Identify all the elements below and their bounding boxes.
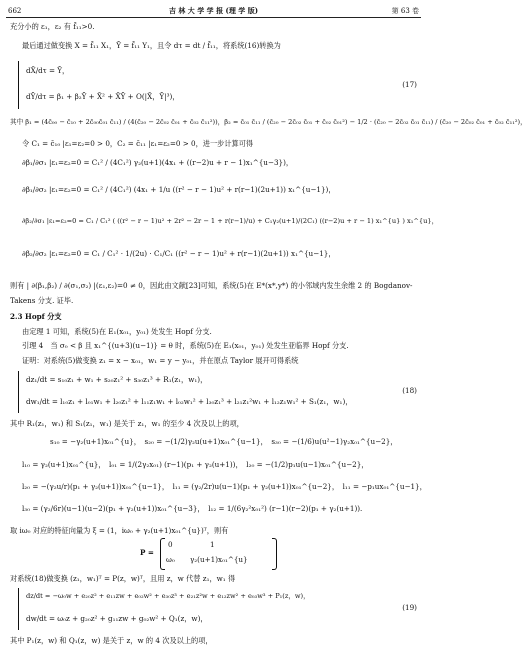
matrix-label: P = <box>140 548 154 557</box>
equation-number: (19) <box>402 603 417 612</box>
running-header <box>6 7 421 18</box>
text-line: 对系统(18)做变换 (z₁，w₁)ᵀ = P(z，w)ᵀ，且用 z，w 代替 z₁，w₁ 得 <box>10 574 236 583</box>
matrix-cell: γ₂(u+1)x₀₁^{u} <box>190 555 248 564</box>
equation-line: ∂β₂/∂σ₂ |ε₁=ε₂=0 = C₁ / C₁² · 1/(2u) · C₁/C₁ ((r² − r − 1)u² + r(r−1)(2u+1)) x₁^{u−1}， <box>22 249 336 258</box>
matrix-cell: 0 <box>168 540 173 549</box>
matrix-cell: ω₀ <box>166 555 175 564</box>
equation-line: dX̄/dτ = Ȳ， <box>26 66 70 75</box>
equation-number: (17) <box>402 80 417 89</box>
coefficient-line: s₁₀ = −γ₂(u+1)x₀₁^{u}， s₂₀ = −(1/2)γ₂u(u+1)x₀₁^{u−1}， s₃₀ = −(1/6)u(u²−1)γ₂x₀₁^{u−2}， <box>50 437 398 446</box>
equation-line: ∂β₁/∂σ₂ |ε₁=ε₂=0 = C₁² / (4C₁²) (4x₁ + 1/u ((r² − r − 1)u² + r(r−1)(2u+1)) x₁^{u−1})， <box>22 185 336 194</box>
text-line: 充分小的 ε₁，ε₂ 有 f̄₁₁>0. <box>10 22 95 31</box>
page-number: 662 <box>8 7 22 15</box>
text-line: Takens 分支. 证毕. <box>10 296 74 305</box>
matrix-cell: 1 <box>210 540 215 549</box>
text-line: 令 C₁ = c̄₁₀ |ε₁=ε₂=0 > 0，C₂ = c̄₁₁ |ε₁=ε₂=0 > 0，进一步计算可得 <box>22 139 254 148</box>
text-line: 证明：对系统(5)做变换 z₁ = x − x₀₁，w₁ = y − y₀₁，并在原点 Taylor 展开可得系统 <box>22 356 299 365</box>
coefficient-line: l₂₀ = −(γ₂u/r)(p₁ + γ₂(u+1))x₀₁^{u−1}， l₁₁ = (γ₂/2r)u(u−1)(p₁ + γ₂(u+1))x₀₁^{u−2}， l₁₁ = −p₁ux₀₁^{u−1}， <box>22 482 427 491</box>
text-line: 取 iω₀ 对应的特征向量为 ξ = (1，iω₀ + γ₂(u+1)x₀₁^{u})ᵀ，则有 <box>10 526 229 535</box>
equation-line: dw/dt = ω₀z + g₂₀z² + g₁₁zw + g₀₂w² + Q₁(z，w)， <box>26 614 208 623</box>
equation-line: dz/dt = −ω₀w + e₂₀z² + e₁₁zw + e₀₂w² + e₃₀z³ + e₂₁z²w + e₁₂zw² + e₀₃w³ + P₁(z，w)， <box>26 592 310 600</box>
equation-line: ∂β₂/∂σ₁ |ε₁=ε₂=0 = C₁ / C₁² ( ((r² − r − 1)u² + 2r² − 2r − 1 + r(r−1)/u) + C₁γ₂(u+1)/(2C₁) ((r−2)u + r − 1) x₁^{u} ) x₁^{u}， <box>22 217 439 225</box>
text-line: 最后通过做变换 X = f̄₁₁ X₁，Ȳ = f̄₁₁ Y₁，且令 dτ = dt / f̄₁₁，将系统(16)转换为 <box>22 41 281 50</box>
matrix-left-paren <box>160 538 165 570</box>
section-heading <box>10 312 417 321</box>
text-line: 其中 β₁ = (4c̄₀₀ − c̄₁₀ + 2c̄₀₀c̄₀₁ c̄₁₁) / (4(c̄₂₀ − 2c̄₀₂ c̄₀₁ + c̄₀₂ c̄₁₁²))，β₂ = c̄₀₁ c̄₁₁ / (c̄₂₀ − 2c̄₀₂ c̄₀₁ + c̄₀₂ c̄₀₁²) − 1/2 · (c̄₂₀ − 2c̄₀₂ c̄₀₁ c̄₁₁) / (c̄₂₀ − 2c̄₀₂ c̄₀₁ + c̄₀₂ c̄₁₁²)， <box>10 118 527 126</box>
text-line: 则有 | ∂(β₁,β₂) / ∂(σ₁,σ₂) |(ε₁,ε₂)=0 ≠ 0，因此由文献[23]可知，系统(5)在 E*(x*,y*) 的小邻域内发生余维 2 的 Bogdanov- <box>10 281 413 290</box>
volume-label: 第 63 卷 <box>391 7 419 15</box>
section-title: Hopf 分支 <box>25 312 62 321</box>
equation-line: ∂β₁/∂σ₁ |ε₁=ε₂=0 = C₁² / (4C₁²) γ₂(u+1)(4x₁ + ((r−2)u + r − 1)x₁^{u−3})， <box>22 158 294 167</box>
coefficient-line: l₃₀ = (γ₂/6r)(u−1)(u−2)(p₁ + γ₂(u+1))x₀₁^{u−3}， l₁₂ = 1/(6γ₂²x₀₁²) (r−1)(r−2)(p₁ + γ₂(u+1)). <box>22 504 363 513</box>
text-line: 其中 P₁(z，w) 和 Q₁(z，w) 是关于 z，w 的 4 次及以上的项， <box>10 636 213 645</box>
system-brace <box>18 588 19 630</box>
equation-line: dw₁/dt = l₁₀z₁ + l₀₁w₁ + l₂₀z₁² + l₁₁z₁w₁ + l₀₂w₁² + l₃₀z₁³ + l₂₁z₁²w₁ + l₁₂z₁w₁² + S₁(z₁，w₁)， <box>26 397 353 406</box>
matrix-p <box>140 538 300 570</box>
text-line: 由定理 1 可知，系统(5)在 E₁(x₀₁，y₀₁) 处发生 Hopf 分支. <box>22 327 212 336</box>
equation-number: (18) <box>402 386 417 395</box>
lemma-statement: 引理 4 当 σ₀ < β 且 x₁^{(u+3)(u−1)} = θ 时，系统(5)在 E₁(x₀₁，y₀₁) 处发生亚临界 Hopf 分支. <box>22 341 349 350</box>
system-brace <box>18 371 19 413</box>
journal-title: 吉 林 大 学 学 报 (理 学 版) <box>168 6 259 15</box>
equation-line: dȲ/dτ = β₁ + β₂Ȳ + X̄² + X̄Ȳ + O(|X̄，Ȳ|³)， <box>26 92 180 101</box>
matrix-right-paren <box>272 538 277 570</box>
text-line: 其中 R₁(z₁，w₁) 和 S₁(z₁，w₁) 是关于 z₁，w₁ 的至少 4 次及以上的项， <box>10 419 244 428</box>
section-number: 2.3 <box>10 312 23 321</box>
equation-line: dz₁/dt = s₁₀z₁ + w₁ + s₂₀z₁² + s₃₀z₁³ + R₁(z₁，w₁)， <box>26 375 208 384</box>
coefficient-line: l₁₀ = γ₂(u+1)x₀₁^{u}， l₀₁ = 1/(2γ₂x₀₁) (r−1)(p₁ + γ₂(u+1))， l₂₀ = −(1/2)p₁u(u−1)x₀₁^{u−2}， <box>22 460 369 469</box>
system-brace <box>18 61 19 109</box>
